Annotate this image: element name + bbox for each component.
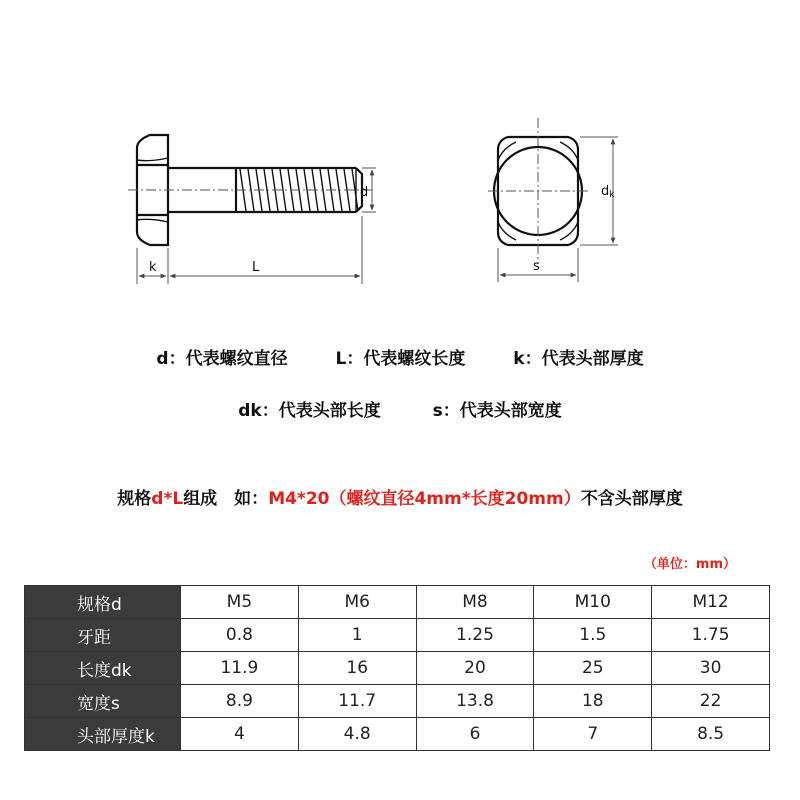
table-cell: M10 — [534, 586, 652, 619]
legend-d: d：代表螺纹直径 — [156, 349, 288, 369]
spec-prefix: 规格 — [117, 489, 152, 509]
table-cell: 30 — [652, 652, 770, 685]
label-L: L — [252, 260, 260, 275]
table-cell: M8 — [416, 586, 534, 619]
row-header: 宽度s — [25, 685, 181, 718]
unit-note: （单位：mm） — [643, 557, 736, 572]
label-d: d — [360, 185, 369, 200]
table-row — [25, 652, 770, 685]
top-view-dimensions — [498, 137, 618, 282]
label-s: s — [533, 259, 540, 274]
legend-line-2 — [0, 396, 800, 421]
spec-example: M4*20（螺纹直径4mm*长度20mm） — [268, 489, 581, 509]
table-cell: 4 — [181, 718, 299, 751]
row-header: 规格d — [25, 586, 181, 619]
table-cell: 4.8 — [298, 718, 416, 751]
table-cell: 11.9 — [181, 652, 299, 685]
table-cell: 18 — [534, 685, 652, 718]
legend-s: s：代表头部宽度 — [432, 401, 562, 421]
table-cell: 11.7 — [298, 685, 416, 718]
table-cell: 1.25 — [416, 619, 534, 652]
legend-L: L：代表螺纹长度 — [335, 349, 466, 369]
row-header: 长度dk — [25, 652, 181, 685]
spec-format: d*L — [151, 489, 184, 509]
bolt-technical-drawing — [0, 0, 800, 330]
table-row — [25, 718, 770, 751]
table-cell: 1.5 — [534, 619, 652, 652]
table-row — [25, 586, 770, 619]
table-cell: 1 — [298, 619, 416, 652]
row-header: 牙距 — [25, 619, 181, 652]
table-cell: 0.8 — [181, 619, 299, 652]
spec-table — [24, 585, 770, 751]
spec-suffix: 不含头部厚度 — [580, 489, 683, 509]
table-cell: 20 — [416, 652, 534, 685]
table-cell: 22 — [652, 685, 770, 718]
row-header: 头部厚度k — [25, 718, 181, 751]
table-cell: 16 — [298, 652, 416, 685]
table-row — [25, 685, 770, 718]
table-cell: 25 — [534, 652, 652, 685]
table-cell: M6 — [298, 586, 416, 619]
label-dk: dk — [601, 184, 615, 200]
table-cell: M5 — [181, 586, 299, 619]
table-cell: 8.5 — [652, 718, 770, 751]
spec-format-note — [0, 484, 800, 509]
legend-line-1 — [0, 344, 800, 369]
table-cell: M12 — [652, 586, 770, 619]
table-cell: 6 — [416, 718, 534, 751]
table-cell: 13.8 — [416, 685, 534, 718]
table-cell: 8.9 — [181, 685, 299, 718]
label-k: k — [149, 260, 157, 275]
table-cell: 1.75 — [652, 619, 770, 652]
table-row — [25, 619, 770, 652]
spec-middle: 组成 如： — [183, 489, 269, 509]
legend-dk: dk：代表头部长度 — [238, 401, 381, 421]
legend-k: k：代表头部厚度 — [513, 349, 644, 369]
table-cell: 7 — [534, 718, 652, 751]
